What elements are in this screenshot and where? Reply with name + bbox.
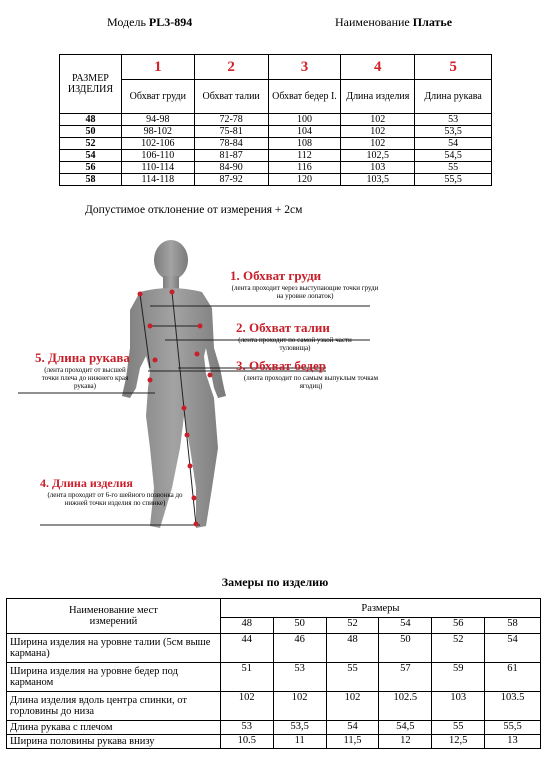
size-value: 48 — [60, 114, 122, 126]
size-value: 50 — [60, 126, 122, 138]
measure-value: 102 — [341, 114, 415, 126]
measurement-value: 50 — [379, 634, 432, 663]
measurement-value: 57 — [379, 663, 432, 692]
column-header-chest: Обхват груди — [121, 80, 194, 114]
measure-value: 102,5 — [341, 150, 415, 162]
measurement-value: 55,5 — [485, 721, 541, 735]
measurement-value: 10.5 — [220, 735, 273, 749]
measurement-value: 44 — [220, 634, 273, 663]
measurement-name: Ширина изделия на уровне талии (5см выше кармана) — [7, 634, 221, 663]
measure-value: 84-90 — [194, 162, 268, 174]
measurement-value: 12,5 — [432, 735, 485, 749]
measurement-value: 61 — [485, 663, 541, 692]
size-row — [60, 138, 492, 150]
measure-value: 108 — [268, 138, 341, 150]
size-value: 58 — [60, 174, 122, 186]
measure-value: 55,5 — [415, 174, 492, 186]
callout-chest: 1. Обхват груди (лента проходит через выступающие точки груди на уровне лопаток) — [230, 268, 379, 300]
measurement-row — [7, 692, 541, 721]
tolerance-note: Допустимое отклонение от измерения + 2см — [85, 204, 303, 216]
size-chart-table — [59, 54, 492, 186]
column-header-length: Длина изделия — [341, 80, 415, 114]
model-value: PL3-894 — [148, 15, 193, 29]
measure-value: 102-106 — [121, 138, 194, 150]
measurement-value: 102 — [273, 692, 326, 721]
measurement-value: 59 — [432, 663, 485, 692]
size-row — [60, 162, 492, 174]
column-number: 5 — [415, 55, 492, 80]
measurement-value: 11 — [273, 735, 326, 749]
measure-value: 120 — [268, 174, 341, 186]
measurement-value: 55 — [326, 663, 379, 692]
measurement-row — [7, 735, 541, 749]
measure-value: 78-84 — [194, 138, 268, 150]
measurement-value: 53 — [273, 663, 326, 692]
product-name-heading — [335, 15, 452, 30]
callout-hips: 3. Обхват бедер (лента проходит по самым выпуклым точкам ягодиц) — [236, 358, 379, 390]
measurement-value: 12 — [379, 735, 432, 749]
measurement-value: 54 — [326, 721, 379, 735]
measurement-value: 53,5 — [273, 721, 326, 735]
measure-value: 116 — [268, 162, 341, 174]
measure-value: 98-102 — [121, 126, 194, 138]
measurement-value: 54 — [485, 634, 541, 663]
measure-value: 81-87 — [194, 150, 268, 162]
measure-value: 54,5 — [415, 150, 492, 162]
measurement-value: 13 — [485, 735, 541, 749]
measure-value: 72-78 — [194, 114, 268, 126]
garment-measurements-table — [6, 598, 541, 749]
measure-value: 103 — [341, 162, 415, 174]
column-header-hips: Обхват бедер I. — [268, 80, 341, 114]
size-column-header: 58 — [485, 618, 541, 634]
measurement-row — [7, 721, 541, 735]
measure-value: 55 — [415, 162, 492, 174]
column-header-waist: Обхват талии — [194, 80, 268, 114]
column-header-sleeve: Длина рукава — [415, 80, 492, 114]
callout-length: 4. Длина изделия (лента проходит от 6-го шейного позвонка до нижней точки изделия по спинке) — [40, 476, 183, 507]
measurement-value: 48 — [326, 634, 379, 663]
measure-value: 114-118 — [121, 174, 194, 186]
measure-value: 106-110 — [121, 150, 194, 162]
model-label: Модель — [107, 15, 146, 29]
measurement-name: Длина рукава с плечом — [7, 721, 221, 735]
measure-value: 94-98 — [121, 114, 194, 126]
measure-section-title: Замеры по изделию — [221, 575, 329, 589]
measure-name-header: Наименование мест измерений — [7, 599, 221, 634]
measurement-value: 53 — [220, 721, 273, 735]
measurement-value: 55 — [432, 721, 485, 735]
column-number: 3 — [268, 55, 341, 80]
column-number: 4 — [341, 55, 415, 80]
size-row — [60, 150, 492, 162]
measurement-value: 46 — [273, 634, 326, 663]
measurement-row — [7, 663, 541, 692]
measurement-row — [7, 634, 541, 663]
measure-value: 103,5 — [341, 174, 415, 186]
column-number: 2 — [194, 55, 268, 80]
size-column-header: 56 — [432, 618, 485, 634]
measure-value: 100 — [268, 114, 341, 126]
size-value: 52 — [60, 138, 122, 150]
measurement-value: 102.5 — [379, 692, 432, 721]
measure-value: 54 — [415, 138, 492, 150]
measure-value: 104 — [268, 126, 341, 138]
measure-value: 53,5 — [415, 126, 492, 138]
measurement-value: 102 — [326, 692, 379, 721]
measurement-value: 51 — [220, 663, 273, 692]
measurement-value: 52 — [432, 634, 485, 663]
column-number: 1 — [121, 55, 194, 80]
name-value: Платье — [412, 15, 453, 29]
callout-sleeve: 5. Длина рукава (лента проходит от высшей точки плеча до нижнего края рукава) — [35, 350, 130, 390]
measurement-name: Ширина половины рукава внизу — [7, 735, 221, 749]
measure-value: 110-114 — [121, 162, 194, 174]
measurement-figure — [0, 238, 550, 538]
size-column-header: 48 — [220, 618, 273, 634]
measurement-name: Длина изделия вдоль центра спинки, от горловины до низа — [7, 692, 221, 721]
size-row — [60, 114, 492, 126]
size-header-cell: РАЗМЕР ИЗДЕЛИЯ — [60, 55, 122, 114]
measurement-value: 102 — [220, 692, 273, 721]
measurement-value: 103.5 — [485, 692, 541, 721]
measure-value: 102 — [341, 138, 415, 150]
measure-value: 102 — [341, 126, 415, 138]
measure-value: 75-81 — [194, 126, 268, 138]
model-heading — [107, 15, 192, 30]
size-value: 56 — [60, 162, 122, 174]
measure-value: 112 — [268, 150, 341, 162]
size-column-header: 54 — [379, 618, 432, 634]
callout-waist: 2. Обхват талии (лента проходит по самой узкой части туловища) — [236, 320, 352, 352]
size-row — [60, 126, 492, 138]
measurement-name: Ширина изделия на уровне бедер под карманом — [7, 663, 221, 692]
size-value: 54 — [60, 150, 122, 162]
measurement-value: 103 — [432, 692, 485, 721]
measurement-value: 11,5 — [326, 735, 379, 749]
name-label: Наименование — [335, 15, 410, 29]
measure-value: 53 — [415, 114, 492, 126]
size-row — [60, 174, 492, 186]
size-column-header: 50 — [273, 618, 326, 634]
measure-value: 87-92 — [194, 174, 268, 186]
measurement-value: 54,5 — [379, 721, 432, 735]
sizes-header: Размеры — [220, 599, 540, 618]
size-column-header: 52 — [326, 618, 379, 634]
